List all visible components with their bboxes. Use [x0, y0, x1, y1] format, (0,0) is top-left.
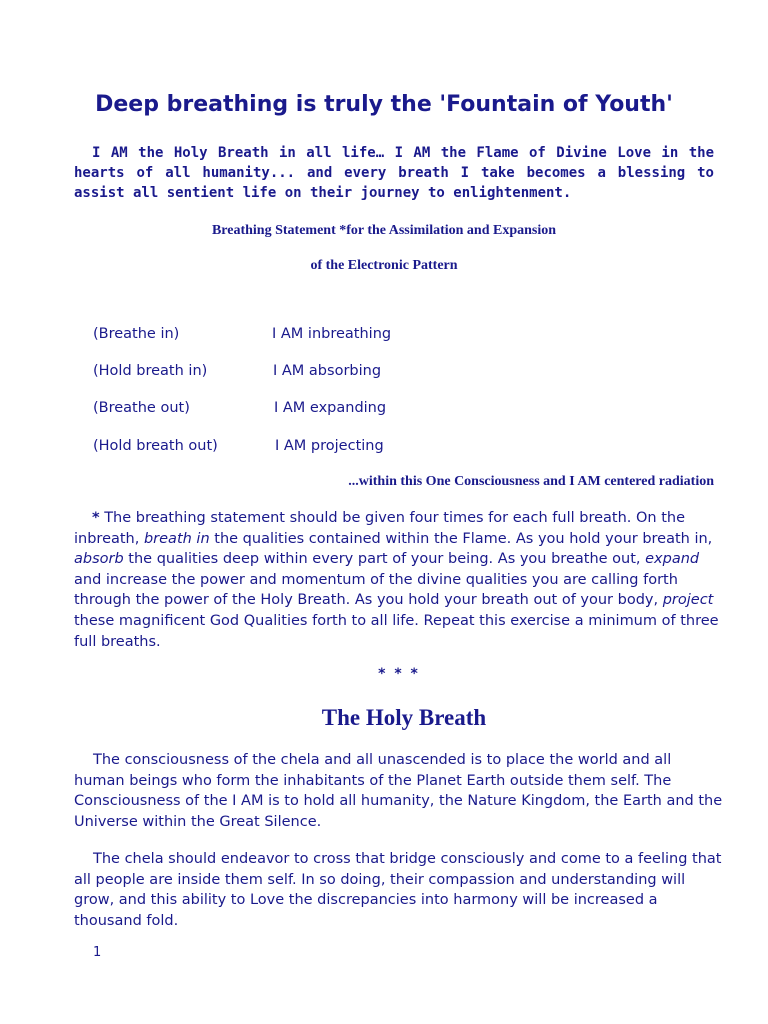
note-emphasis: expand [645, 551, 700, 568]
note-text: the qualities contained within the Flame. As you hold your breath in, [209, 530, 713, 547]
note-emphasis: breath in [143, 530, 210, 547]
breathing-statement: I AM absorbing [273, 363, 382, 379]
footnote-paragraph [74, 508, 724, 652]
breathing-action: (Breathe out) [93, 400, 190, 416]
breathing-action: (Hold breath in) [93, 363, 208, 379]
note-text: these magnificent God Qualities forth to all life. Repeat this exercise a minimum of three full breaths. [74, 612, 719, 650]
note-emphasis: absorb [74, 551, 124, 568]
page-title: Deep breathing is truly the 'Fountain of Youth' [95, 92, 673, 117]
breathing-statement: I AM projecting [275, 438, 384, 454]
section-separator: * * * [378, 666, 420, 682]
note-text: The breathing statement should be given four times for each full breath. On the inbreath, [74, 510, 686, 547]
section-title: The Holy Breath [321, 705, 487, 730]
asterisk-marker: * [92, 510, 100, 526]
breathing-statement-caption-line-1: Breathing Statement *for the Assimilation and Expansion [211, 223, 557, 238]
breathing-statement: I AM inbreathing [272, 326, 392, 342]
body-paragraph: The consciousness of the chela and all unascended is to place the world and all human beings who form the inhabitants of the Planet Earth outside them self. The Consciousness of the I AM is to hold all humanity, the Nature Kingdom, the Earth and the Universe within the Great Silence. [74, 752, 723, 830]
page-number: 1 [93, 945, 102, 960]
note-emphasis: project [662, 592, 714, 609]
radiation-line: ...within this One Consciousness and I AM centered radiation [348, 474, 714, 489]
breathing-action: (Hold breath out) [93, 438, 218, 454]
note-text: the qualities deep within every part of your being. As you breathe out, [123, 551, 646, 568]
intro-paragraph: I AM the Holy Breath in all life… I AM the Flame of Divine Love in the hearts of all humanity... and every breath I take becomes a blessing to assist all sentient life on their journey to enlightenment. [74, 145, 714, 201]
breathing-action: (Breathe in) [93, 326, 180, 342]
breathing-statement: I AM expanding [274, 400, 387, 416]
note-text: and increase the power and momentum of the divine qualities you are calling forth through the power of the Holy Breath. As you hold your breath out of your body, [74, 571, 678, 609]
breathing-statement-caption-line-2: of the Electronic Pattern [310, 258, 458, 273]
body-paragraph: The chela should endeavor to cross that bridge consciously and come to a feeling that all people are inside them self. In so doing, their compassion and understanding will grow, and this ability to Love the discrepancies into harmony will be increased a thousand fold. [74, 851, 722, 929]
